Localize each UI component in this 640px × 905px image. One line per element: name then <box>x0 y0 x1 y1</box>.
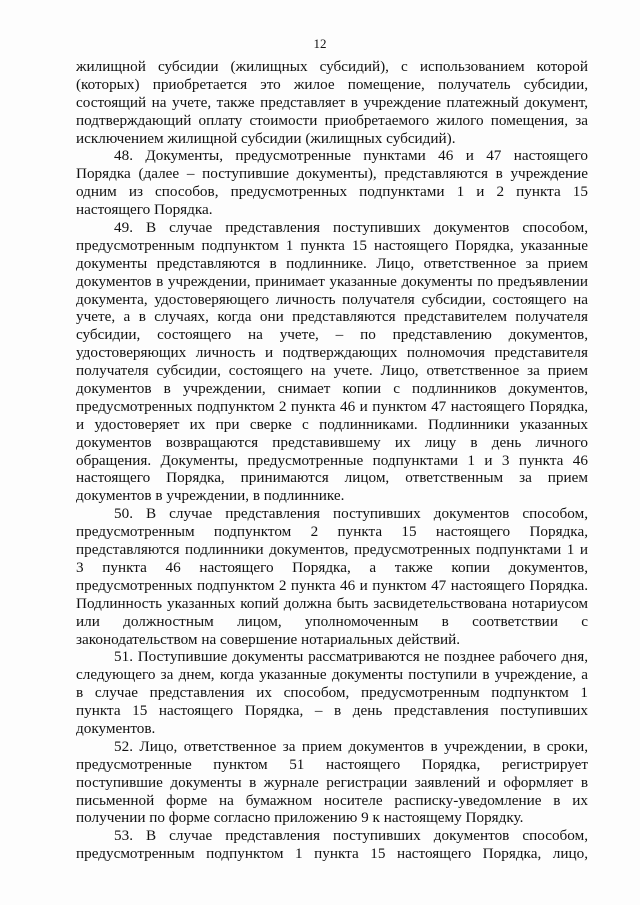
text-line: Подлинность указанных копий должна быть засвидетельствована нотариусом <box>76 594 588 612</box>
text-line: удостоверяющих личность и подтверждающих полномочия представителя <box>76 344 588 362</box>
text-line: настоящего Порядка. <box>76 201 213 219</box>
text-line: пункта 15 настоящего Порядка, – в день представления поступивших <box>76 702 588 720</box>
text-line: 49. В случае представления поступивших документов способом, <box>114 219 588 237</box>
paragraph-51 <box>76 648 588 737</box>
text-line: 50. В случае представления поступивших документов способом, <box>114 505 588 523</box>
text-line: состоящий на учете, также представляет в учреждение платежный документ, <box>76 93 588 111</box>
text-line: одним из способов, предусмотренных подпунктами 1 и 2 пункта 15 <box>76 183 588 201</box>
text-line: и удостоверяет их при сверке с подлинниками. Подлинники указанных <box>76 415 588 433</box>
paragraph-49 <box>76 219 588 505</box>
paragraph-53 <box>76 827 588 863</box>
text-line: учете, а в случаях, когда они представляются представителем получателя <box>76 308 588 326</box>
text-line: следующего за днем, когда указанные документы поступили в учреждение, а <box>76 666 588 684</box>
paragraph-48 <box>76 147 588 219</box>
text-line: представляются подлинники документов, предусмотренных подпунктами 1 и <box>76 541 588 559</box>
text-line: субсидии, состоящего на учете, – по представлению документов, <box>76 326 588 344</box>
text-line: документов. <box>76 719 156 737</box>
text-line: документов в учреждении, в подлиннике. <box>76 487 345 505</box>
text-line: предусмотренным подпунктом 2 пункта 15 настоящего Порядка, <box>76 523 588 541</box>
text-line: в случае представления их способом, предусмотренным подпунктом 1 <box>76 684 588 702</box>
text-line: письменной форме на бумажном носителе расписку-уведомление в их <box>76 791 588 809</box>
text-line: Порядка (далее – поступившие документы), представляются в учреждение <box>76 165 588 183</box>
text-line: предусмотренных подпунктом 2 пункта 46 и пунктом 47 настоящего Порядка. <box>76 576 588 594</box>
paragraph-continuation <box>76 58 588 147</box>
text-line: предусмотренных подпунктом 2 пункта 46 и пунктом 47 настоящего Порядка, <box>76 397 588 415</box>
text-line: обращения. Документы, предусмотренные подпунктами 1 и 3 пункта 46 <box>76 451 588 469</box>
text-line: 48. Документы, предусмотренные пунктами 46 и 47 настоящего <box>114 147 588 165</box>
paragraph-50 <box>76 505 588 648</box>
page-number: 12 <box>313 36 327 51</box>
text-line: документы представляются в подлиннике. Лицо, ответственное за прием <box>76 254 588 272</box>
text-line: или должностным лицом, уполномоченным в соответствии с <box>76 612 588 630</box>
text-line: настоящего Порядка, принимаются лицом, ответственным за прием <box>76 469 588 487</box>
text-line: документов в учреждении, принимает указанные документы по предъявлении <box>76 272 588 290</box>
text-line: подтверждающий оплату стоимости приобретаемого жилого помещения, за <box>76 111 588 129</box>
text-line: документа, удостоверяющего личность получателя субсидии, состоящего на <box>76 290 588 308</box>
text-line: исключением жилищной субсидии (жилищных субсидий). <box>76 129 456 147</box>
text-line: предусмотренным подпунктом 1 пункта 15 настоящего Порядка, лицо, <box>76 845 588 863</box>
text-line: предусмотренные пунктом 51 настоящего Порядка, регистрирует <box>76 755 588 773</box>
text-line: получении по форме согласно приложению 9 к настоящему Порядку. <box>76 809 524 827</box>
text-line: предусмотренным подпунктом 1 пункта 15 настоящего Порядка, указанные <box>76 236 588 254</box>
text-line: 52. Лицо, ответственное за прием документов в учреждении, в сроки, <box>114 737 588 755</box>
text-line: 3 пункта 46 настоящего Порядка, а также копии документов, <box>76 558 588 576</box>
text-line: жилищной субсидии (жилищных субсидий), с использованием которой <box>76 58 588 75</box>
document-body <box>76 58 588 863</box>
text-line: получателя субсидии, состоящего на учете. Лицо, ответственное за прием <box>76 362 588 380</box>
text-line: (которых) приобретается это жилое помещение, получатель субсидии, <box>76 75 588 93</box>
paragraph-52 <box>76 738 588 827</box>
text-line: 51. Поступившие документы рассматриваются не позднее рабочего дня, <box>114 648 588 666</box>
text-line: законодательством на совершение нотариальных действий. <box>76 630 461 648</box>
text-line: документов в учреждении, снимает копии с подлинников документов, <box>76 380 588 398</box>
text-line: поступившие документы в журнале регистрации заявлений и оформляет в <box>76 773 588 791</box>
text-line: 53. В случае представления поступивших документов способом, <box>114 827 588 845</box>
text-line: документов возвращаются представившему их лицу в день личного <box>76 433 588 451</box>
